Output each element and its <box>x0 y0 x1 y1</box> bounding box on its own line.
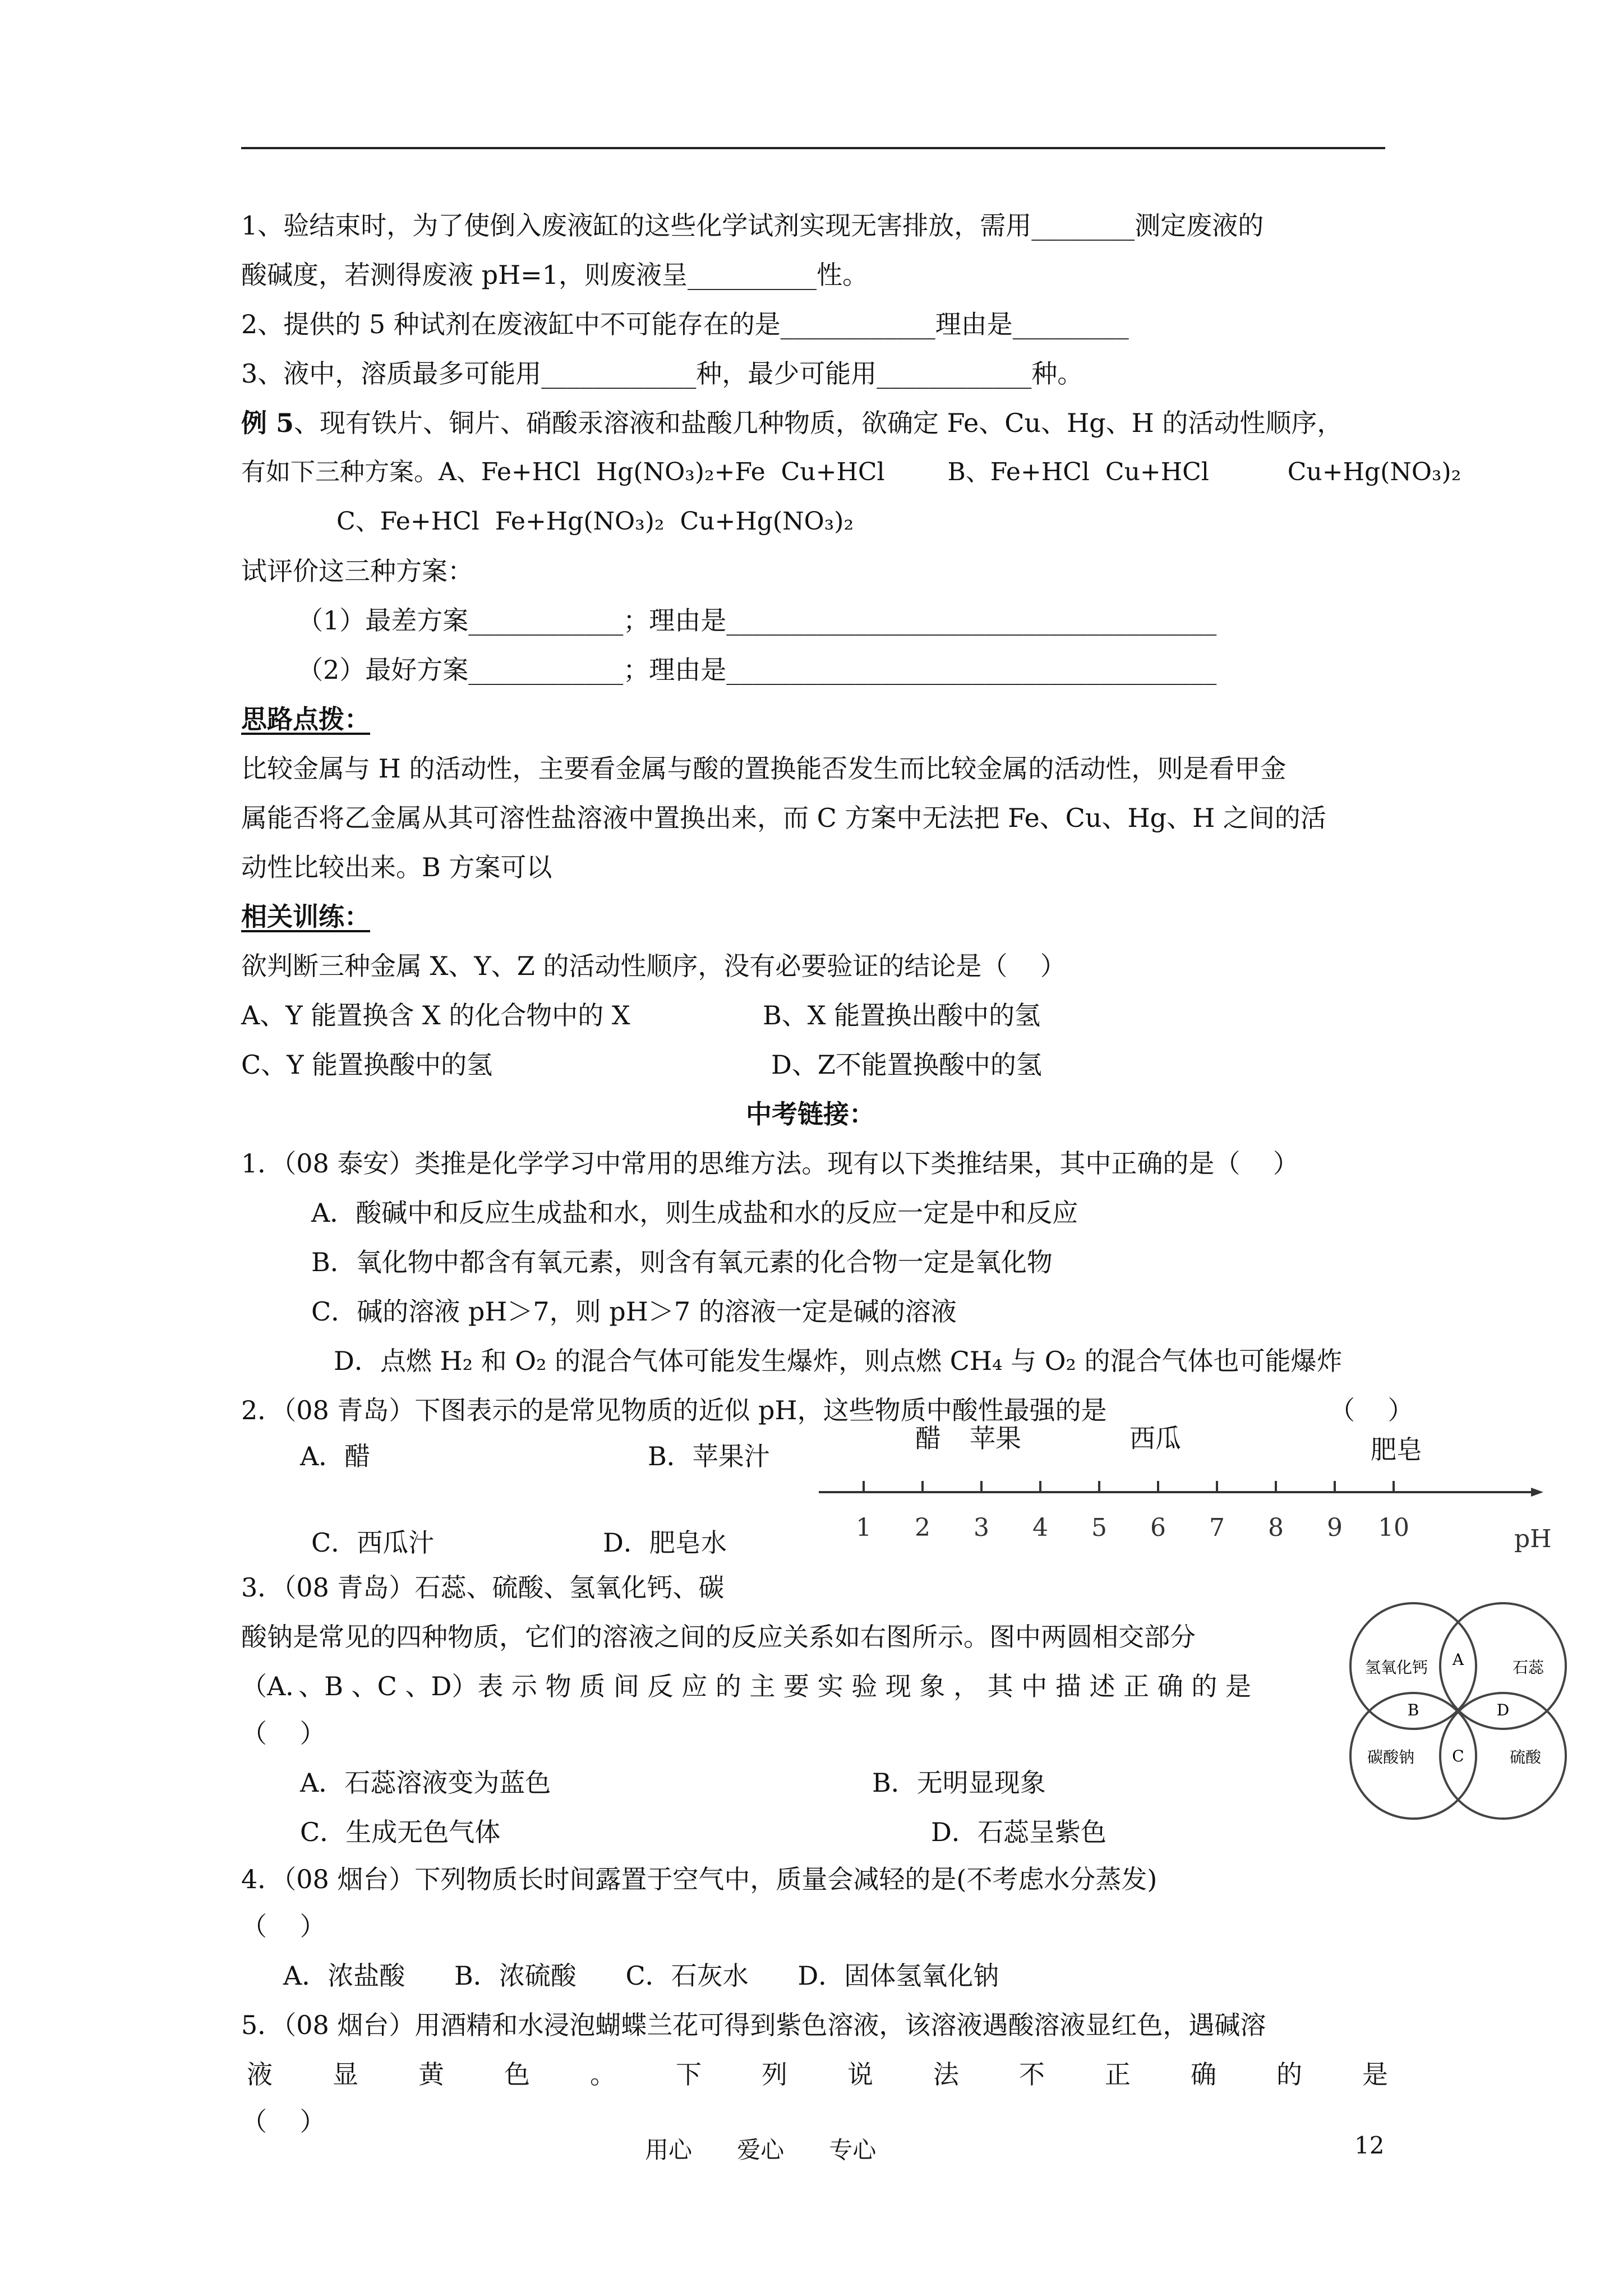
ph-axis-label: pH <box>1514 1525 1552 1553</box>
scheme-line-ab: 有如下三种方案。A、Fe+HCl Hg(NO₃)₂+Fe Cu+HCl B、Fe+HCl Cu+HCl Cu+Hg(NO₃)₂ <box>241 458 1461 486</box>
exam-q3: 3．（08 青岛）石蕊、硫酸、氢氧化钙、碳 <box>241 1572 725 1603</box>
exam-q2: 2．（08 青岛）下图表示的是常见物质的近似 pH，这些物质中酸性最强的是 <box>241 1395 1107 1425</box>
exam-q5: 5．（08 烟台）用酒精和水浸泡蝴蝶兰花可得到紫色溶液，该溶液遇酸溶液显红色，遇碱溶 <box>241 2010 1266 2040</box>
training-option-b: B、X 能置换出酸中的氢 <box>763 1000 1041 1030</box>
exam-q5-char: 不 <box>1019 2059 1045 2090</box>
hint-line-3: 动性比较出来。B 方案可以 <box>241 852 552 882</box>
hint-heading: 思路点拨： <box>241 704 370 734</box>
ph-tick-label: 8 <box>1268 1513 1284 1542</box>
footer-motto: 用心 爱心 专心 <box>645 2136 877 2164</box>
exam-q5-char: 显 <box>333 2059 358 2090</box>
ph-tick-label: 9 <box>1327 1513 1343 1542</box>
exam-q5-char: 法 <box>933 2059 959 2090</box>
q-line-1: 1、验结束时，为了使倒入废液缸的这些化学试剂实现无害排放，需用________测定废液的 <box>241 210 1264 241</box>
best-scheme-line: （2）最好方案____________；理由是______________________________________ <box>297 655 1217 685</box>
exam-q4-paren: （ ） <box>241 1911 326 1941</box>
exam-link-heading: 中考链接： <box>746 1099 875 1129</box>
exam-q5-char: 的 <box>1276 2059 1302 2090</box>
exam-q5-line-2 <box>247 2058 1388 2091</box>
exam-q4-options: A．浓盐酸 B．浓硫酸 C．石灰水 D．固体氢氧化钠 <box>283 1961 999 1991</box>
venn-label-sodium-carbonate: 碳酸钠 <box>1367 1748 1415 1766</box>
training-heading: 相关训练： <box>241 901 370 932</box>
exam-q5-char: 下 <box>676 2059 702 2090</box>
exam-q3-option-b: B．无明显现象 <box>872 1768 1046 1798</box>
header-rule <box>241 147 1385 149</box>
exam-q3-option-a: A．石蕊溶液变为蓝色 <box>300 1768 551 1798</box>
exam-q3-line-2: 酸钠是常见的四种物质，它们的溶液之间的反应关系如右图所示。图中两圆相交部分 <box>241 1622 1196 1652</box>
training-option-a: A、Y 能置换含 X 的化合物中的 X <box>241 1000 630 1030</box>
venn-label-sulfuric-acid: 硫酸 <box>1509 1748 1542 1766</box>
hint-line-1: 比较金属与 H 的活动性，主要看金属与酸的置换能否发生而比较金属的活动性，则是看甲金 <box>241 753 1287 784</box>
exam-q5-char: 列 <box>762 2059 787 2090</box>
venn-region-c: C <box>1452 1747 1464 1765</box>
ph-tick-label: 10 <box>1378 1513 1409 1542</box>
exam-q5-char: 黄 <box>418 2059 444 2090</box>
exam-q1-option-b: B．氧化物中都含有氧元素，则含有氧元素的化合物一定是氧化物 <box>311 1247 1053 1277</box>
ph-tick-label: 6 <box>1150 1513 1166 1542</box>
venn-region-a: A <box>1452 1650 1464 1669</box>
exam-q5-char: 是 <box>1362 2059 1388 2090</box>
exam-q2-option-d: D．肥皂水 <box>603 1527 727 1558</box>
example-5-line <box>241 406 1343 440</box>
venn-label-calcium-hydroxide: 氢氧化钙 <box>1364 1658 1428 1677</box>
exam-q3-option-c: C．生成无色气体 <box>300 1817 501 1847</box>
ph-substance-label: 肥皂 <box>1371 1434 1422 1465</box>
ph-scale-figure <box>808 1414 1604 1576</box>
exam-q5-char: 色 <box>504 2059 530 2090</box>
training-option-d: D、Z不能置换酸中的氢 <box>771 1050 1042 1080</box>
exam-q5-char: 说 <box>847 2059 873 2090</box>
exam-q2-option-c: C．西瓜汁 <box>311 1527 435 1558</box>
exam-q5-char: 正 <box>1105 2059 1131 2090</box>
exam-q3-option-d: D．石蕊呈紫色 <box>931 1817 1106 1847</box>
venn-region-b: B <box>1407 1701 1419 1719</box>
ph-tick-label: 5 <box>1091 1513 1107 1542</box>
exam-q5-char: 液 <box>247 2059 273 2090</box>
evaluate-prompt: 试评价这三种方案： <box>241 556 473 586</box>
training-question: 欲判断三种金属 X、Y、Z 的活动性顺序，没有必要验证的结论是（ ） <box>241 951 1066 981</box>
exam-q4: 4．（08 烟台）下列物质长时间露置于空气中，质量会减轻的是(不考虑水分蒸发) <box>241 1864 1158 1894</box>
exam-q2-paren: （ ） <box>1329 1395 1414 1425</box>
exam-q1-option-c: C．碱的溶液 pH＞7，则 pH＞7 的溶液一定是碱的溶液 <box>311 1296 957 1327</box>
ph-tick-label: 3 <box>974 1513 989 1542</box>
q-line-3: 2、提供的 5 种试剂在废液缸中不可能存在的是____________理由是_________ <box>241 309 1129 339</box>
exam-q5-char: 。 <box>590 2059 616 2090</box>
ph-substance-label: 西瓜 <box>1129 1423 1181 1453</box>
page-number: 12 <box>1354 2132 1385 2159</box>
venn-region-d: D <box>1496 1701 1510 1719</box>
exam-q1-option-a: A．酸碱中和反应生成盐和水，则生成盐和水的反应一定是中和反应 <box>311 1198 1078 1228</box>
venn-label-litmus: 石蕊 <box>1512 1658 1544 1677</box>
hint-line-2: 属能否将乙金属从其可溶性盐溶液中置换出来，而 C 方案中无法把 Fe、Cu、Hg、H 之间的活 <box>241 803 1326 833</box>
exam-q2-option-a: A．醋 <box>300 1441 371 1471</box>
ph-tick-label: 1 <box>856 1513 872 1542</box>
exam-q3-line-3: （A．、B 、C 、D）表 示 物 质 间 反 应 的 主 要 实 验 现 象 ， 其 中 描 述 正 确 的 是 <box>241 1671 1252 1701</box>
venn-diagram <box>1343 1599 1579 1834</box>
q-line-4: 3、液中，溶质最多可能用____________种，最少可能用____________种。 <box>241 358 1083 389</box>
worst-scheme-line: （1）最差方案____________；理由是______________________________________ <box>297 605 1217 636</box>
exam-q2-option-b: B．苹果汁 <box>648 1441 770 1471</box>
example-5-label: 例 5 <box>241 408 294 438</box>
example-5-text: 、现有铁片、铜片、硝酸汞溶液和盐酸几种物质，欲确定 Fe、Cu、Hg、H 的活动性顺序， <box>294 408 1343 438</box>
ph-tick-label: 2 <box>915 1513 930 1542</box>
training-option-c: C、Y 能置换酸中的氢 <box>241 1050 493 1080</box>
ph-substance-label: 醋 <box>915 1423 941 1453</box>
exam-q5-char: 确 <box>1191 2059 1216 2090</box>
ph-tick-label: 7 <box>1209 1513 1225 1542</box>
exam-q3-paren: （ ） <box>241 1718 326 1749</box>
ph-tick-label: 4 <box>1032 1513 1048 1542</box>
ph-substance-label: 苹果 <box>970 1423 1021 1453</box>
exam-q1-option-d: D．点燃 H₂ 和 O₂ 的混合气体可能发生爆炸，则点燃 CH₄ 与 O₂ 的混合气体也可能爆炸 <box>334 1346 1343 1376</box>
scheme-line-c: C、Fe+HCl Fe+Hg(NO₃)₂ Cu+Hg(NO₃)₂ <box>336 507 854 536</box>
exam-q1: 1．（08 泰安）类推是化学学习中常用的思维方法。现有以下类推结果，其中正确的是（ ） <box>241 1148 1299 1179</box>
q-line-2: 酸碱度，若测得废液 pH=1，则废液呈__________性。 <box>241 260 868 290</box>
ph-axis-arrow <box>1531 1488 1543 1497</box>
exam-q5-paren: （ ） <box>241 2106 326 2137</box>
